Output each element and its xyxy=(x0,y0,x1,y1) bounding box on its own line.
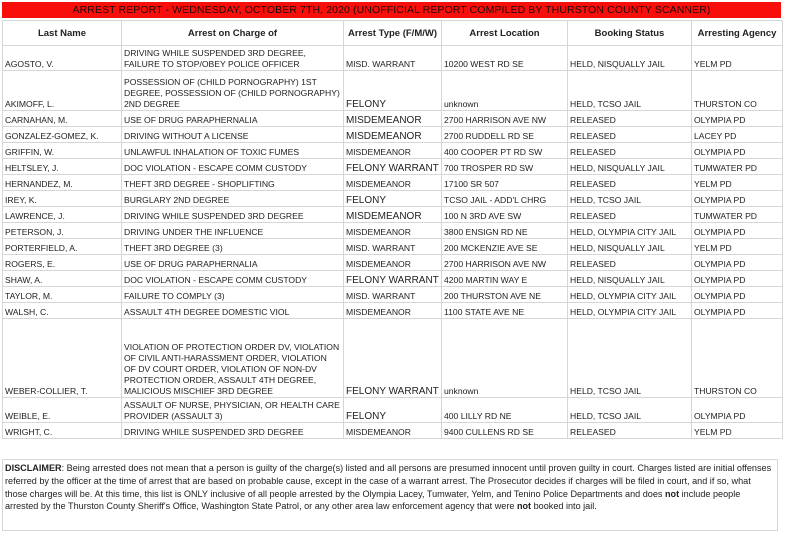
table-row xyxy=(3,71,783,111)
arresting-agency-cell: OLYMPIA PD xyxy=(692,223,783,239)
last-name-cell: CARNAHAN, M. xyxy=(3,111,122,127)
charge-cell: DRIVING WHILE SUSPENDED 3RD DEGREE xyxy=(122,207,344,223)
table-row xyxy=(3,319,783,398)
last-name-cell: IREY, K. xyxy=(3,191,122,207)
arresting-agency-cell: OLYMPIA PD xyxy=(692,143,783,159)
charge-cell: THEFT 3RD DEGREE - SHOPLIFTING xyxy=(122,175,344,191)
arrest-location-cell: 10200 WEST RD SE xyxy=(442,46,568,71)
arrest-location-cell: 9400 CULLENS RD SE xyxy=(442,423,568,439)
arresting-agency-cell: THURSTON CO xyxy=(692,319,783,398)
arrest-location-cell: unknown xyxy=(442,319,568,398)
last-name-cell: AGOSTO, V. xyxy=(3,46,122,71)
arresting-agency-cell: OLYMPIA PD xyxy=(692,271,783,287)
arresting-agency-cell: OLYMPIA PD xyxy=(692,191,783,207)
last-name-cell: SHAW, A. xyxy=(3,271,122,287)
arrest-type-cell: MISDEMEANOR xyxy=(344,303,442,319)
arrest-location-cell: TCSO JAIL - ADD'L CHRG xyxy=(442,191,568,207)
booking-status-cell: RELEASED xyxy=(568,175,692,191)
last-name-cell: WRIGHT, C. xyxy=(3,423,122,439)
table-row xyxy=(3,111,783,127)
arrest-location-cell: 4200 MARTIN WAY E xyxy=(442,271,568,287)
table-row xyxy=(3,143,783,159)
booking-status-cell: HELD, OLYMPIA CITY JAIL xyxy=(568,223,692,239)
arrest-location-cell: 700 TROSPER RD SW xyxy=(442,159,568,175)
last-name-cell: PORTERFIELD, A. xyxy=(3,239,122,255)
arresting-agency-cell: THURSTON CO xyxy=(692,71,783,111)
last-name-cell: AKIMOFF, L. xyxy=(3,71,122,111)
table-row xyxy=(3,303,783,319)
booking-status-cell: HELD, TCSO JAIL xyxy=(568,319,692,398)
charge-cell: THEFT 3RD DEGREE (3) xyxy=(122,239,344,255)
charge-cell: DOC VIOLATION - ESCAPE COMM CUSTODY xyxy=(122,159,344,175)
arrest-type-cell: FELONY xyxy=(344,71,442,111)
arrest-type-cell: MISD. WARRANT xyxy=(344,239,442,255)
table-row xyxy=(3,207,783,223)
table-row xyxy=(3,423,783,439)
arrest-type-cell: FELONY WARRANT xyxy=(344,271,442,287)
arresting-agency-cell: TUMWATER PD xyxy=(692,159,783,175)
arresting-agency-cell: OLYMPIA PD xyxy=(692,255,783,271)
col-header-charge: Arrest on Charge of xyxy=(122,21,344,46)
disclaimer-not-2: not xyxy=(516,501,532,512)
disclaimer-text-1: : Being arrested does not mean that a person is guilty of the charge(s) listed and all persons are presumed innocent until proven guilty in court. Charges listed are initial offenses referred by the officer at the time of arrest that are based on probable cause, except in the case of a warrant arrest. The Prosecutor decides if charges will be filed in court, and if so, what those charges will be. At this time, this list is ONLY inclusive of all people arrested by the Olympia Lacey, Tumwater, Yelm, and Tenino Police Departments and does xyxy=(5,463,772,499)
booking-status-cell: RELEASED xyxy=(568,423,692,439)
table-row xyxy=(3,398,783,423)
booking-status-cell: HELD, TCSO JAIL xyxy=(568,71,692,111)
booking-status-cell: RELEASED xyxy=(568,207,692,223)
arrest-location-cell: 400 COOPER PT RD SW xyxy=(442,143,568,159)
arrest-type-cell: MISDEMEANOR xyxy=(344,223,442,239)
charge-cell: DRIVING WHILE SUSPENDED 3RD DEGREE xyxy=(122,423,344,439)
charge-cell: DRIVING UNDER THE INFLUENCE xyxy=(122,223,344,239)
arresting-agency-cell: YELM PD xyxy=(692,423,783,439)
table-row xyxy=(3,223,783,239)
arresting-agency-cell: OLYMPIA PD xyxy=(692,287,783,303)
last-name-cell: LAWRENCE, J. xyxy=(3,207,122,223)
arresting-agency-cell: TUMWATER PD xyxy=(692,207,783,223)
charge-cell: UNLAWFUL INHALATION OF TOXIC FUMES xyxy=(122,143,344,159)
disclaimer-not-1: not xyxy=(664,488,680,499)
booking-status-cell: HELD, NISQUALLY JAIL xyxy=(568,46,692,71)
arrest-type-cell: MISDEMEANOR xyxy=(344,143,442,159)
last-name-cell: GONZALEZ-GOMEZ, K. xyxy=(3,127,122,143)
col-header-arrest-location: Arrest Location xyxy=(442,21,568,46)
booking-status-cell: HELD, NISQUALLY JAIL xyxy=(568,159,692,175)
arrest-table xyxy=(2,20,783,439)
arrest-type-cell: FELONY xyxy=(344,398,442,423)
arrest-type-cell: FELONY xyxy=(344,191,442,207)
booking-status-cell: HELD, NISQUALLY JAIL xyxy=(568,239,692,255)
table-row xyxy=(3,46,783,71)
booking-status-cell: RELEASED xyxy=(568,143,692,159)
charge-cell: DOC VIOLATION - ESCAPE COMM CUSTODY xyxy=(122,271,344,287)
last-name-cell: TAYLOR, M. xyxy=(3,287,122,303)
disclaimer-text-2: include people arrested by the Thurston County Sheriff's Office, Washington State Patrol, or any other area law enforcement agency that were xyxy=(5,488,741,512)
last-name-cell: WEIBLE, E. xyxy=(3,398,122,423)
charge-cell: DRIVING WITHOUT A LICENSE xyxy=(122,127,344,143)
charge-cell: BURGLARY 2ND DEGREE xyxy=(122,191,344,207)
last-name-cell: HELTSLEY, J. xyxy=(3,159,122,175)
arrest-type-cell: MISDEMEANOR xyxy=(344,255,442,271)
arrest-type-cell: MISD. WARRANT xyxy=(344,287,442,303)
table-row xyxy=(3,191,783,207)
table-header-row xyxy=(3,21,783,46)
table-row xyxy=(3,271,783,287)
disclaimer xyxy=(2,459,778,531)
arresting-agency-cell: LACEY PD xyxy=(692,127,783,143)
arrest-location-cell: unknown xyxy=(442,71,568,111)
arresting-agency-cell: OLYMPIA PD xyxy=(692,111,783,127)
charge-cell: DRIVING WHILE SUSPENDED 3RD DEGREE, FAILURE TO STOP/OBEY POLICE OFFICER xyxy=(122,46,344,71)
col-header-arrest-type: Arrest Type (F/M/W) xyxy=(344,21,442,46)
last-name-cell: WEBER-COLLIER, T. xyxy=(3,319,122,398)
arrest-location-cell: 2700 HARRISON AVE NW xyxy=(442,255,568,271)
last-name-cell: WALSH, C. xyxy=(3,303,122,319)
arrest-location-cell: 200 THURSTON AVE NE xyxy=(442,287,568,303)
booking-status-cell: RELEASED xyxy=(568,255,692,271)
last-name-cell: ROGERS, E. xyxy=(3,255,122,271)
charge-cell: USE OF DRUG PARAPHERNALIA xyxy=(122,111,344,127)
arrest-location-cell: 17100 SR 507 xyxy=(442,175,568,191)
arrest-location-cell: 2700 RUDDELL RD SE xyxy=(442,127,568,143)
arrest-type-cell: MISDEMEANOR xyxy=(344,111,442,127)
arrest-type-cell: MISDEMEANOR xyxy=(344,207,442,223)
table-row xyxy=(3,239,783,255)
charge-cell: ASSAULT 4TH DEGREE DOMESTIC VIOL xyxy=(122,303,344,319)
arrest-type-cell: FELONY WARRANT xyxy=(344,319,442,398)
arrest-location-cell: 1100 STATE AVE NE xyxy=(442,303,568,319)
table-row xyxy=(3,287,783,303)
col-header-booking-status: Booking Status xyxy=(568,21,692,46)
report-banner: ARREST REPORT - WEDNESDAY, OCTOBER 7TH, 2020 (UNOFFICIAL REPORT COMPILED BY THURSTON COUNTY SCANNER) xyxy=(2,2,781,18)
arresting-agency-cell: YELM PD xyxy=(692,239,783,255)
charge-cell: USE OF DRUG PARAPHERNALIA xyxy=(122,255,344,271)
last-name-cell: PETERSON, J. xyxy=(3,223,122,239)
table-body xyxy=(3,46,783,439)
booking-status-cell: HELD, TCSO JAIL xyxy=(568,398,692,423)
disclaimer-label: DISCLAIMER xyxy=(5,463,62,473)
arresting-agency-cell: YELM PD xyxy=(692,46,783,71)
col-header-last-name: Last Name xyxy=(3,21,122,46)
charge-cell: ASSAULT OF NURSE, PHYSICIAN, OR HEALTH CARE PROVIDER (ASSAULT 3) xyxy=(122,398,344,423)
disclaimer-text-3: booked into jail. xyxy=(531,501,597,512)
arrest-location-cell: 200 MCKENZIE AVE SE xyxy=(442,239,568,255)
arrest-location-cell: 2700 HARRISON AVE NW xyxy=(442,111,568,127)
charge-cell: POSSESSION OF (CHILD PORNOGRAPHY) 1ST DEGREE, POSSESSION OF (CHILD PORNOGRAPHY) 2ND DEGREE xyxy=(122,71,344,111)
arrest-type-cell: MISDEMEANOR xyxy=(344,423,442,439)
booking-status-cell: HELD, TCSO JAIL xyxy=(568,191,692,207)
table-row xyxy=(3,175,783,191)
arresting-agency-cell: YELM PD xyxy=(692,175,783,191)
booking-status-cell: HELD, OLYMPIA CITY JAIL xyxy=(568,303,692,319)
charge-cell: FAILURE TO COMPLY (3) xyxy=(122,287,344,303)
booking-status-cell: HELD, OLYMPIA CITY JAIL xyxy=(568,287,692,303)
table-row xyxy=(3,255,783,271)
arresting-agency-cell: OLYMPIA PD xyxy=(692,303,783,319)
arrest-type-cell: MISD. WARRANT xyxy=(344,46,442,71)
booking-status-cell: HELD, NISQUALLY JAIL xyxy=(568,271,692,287)
table-row xyxy=(3,159,783,175)
col-header-arresting-agency: Arresting Agency xyxy=(692,21,783,46)
arrest-type-cell: MISDEMEANOR xyxy=(344,127,442,143)
booking-status-cell: RELEASED xyxy=(568,127,692,143)
charge-cell: VIOLATION OF PROTECTION ORDER DV, VIOLATION OF CIVIL ANTI-HARASSMENT ORDER, VIOLATION OF DV COURT ORDER, VIOLATION OF NON-DV PROTECTION ORDER, ASSAULT 4TH DEGREE, MALICIOUS MISCHIEF 3RD DEGREE xyxy=(122,319,344,398)
arrest-location-cell: 100 N 3RD AVE SW xyxy=(442,207,568,223)
arresting-agency-cell: OLYMPIA PD xyxy=(692,398,783,423)
table-row xyxy=(3,127,783,143)
arrest-location-cell: 400 LILLY RD NE xyxy=(442,398,568,423)
arrest-location-cell: 3800 ENSIGN RD NE xyxy=(442,223,568,239)
arrest-type-cell: FELONY WARRANT xyxy=(344,159,442,175)
last-name-cell: HERNANDEZ, M. xyxy=(3,175,122,191)
booking-status-cell: RELEASED xyxy=(568,111,692,127)
arrest-type-cell: MISDEMEANOR xyxy=(344,175,442,191)
last-name-cell: GRIFFIN, W. xyxy=(3,143,122,159)
